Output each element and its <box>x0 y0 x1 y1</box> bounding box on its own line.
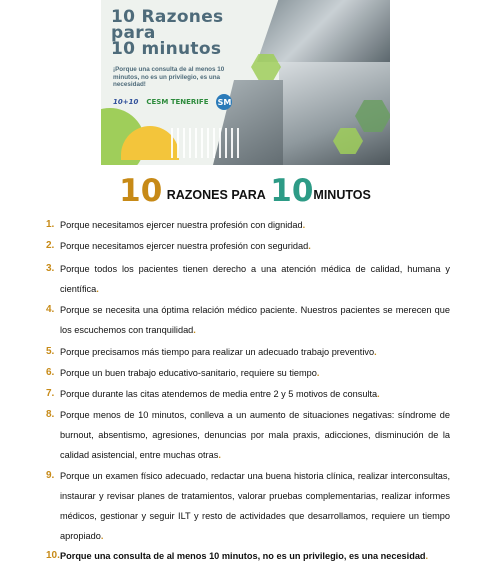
item-end-mark: . <box>374 347 377 357</box>
item-end-mark: . <box>316 368 320 378</box>
list-item <box>46 546 450 566</box>
list-item <box>46 405 450 465</box>
item-text <box>60 384 450 404</box>
item-text <box>60 215 450 235</box>
item-number: 5. <box>46 346 55 357</box>
item-text <box>60 546 450 566</box>
item-number: 2. <box>46 240 55 251</box>
item-text <box>60 342 450 362</box>
logo-10mas10: 10+10 <box>113 97 139 106</box>
item-text-body: Porque un examen físico adecuado, redactar una buena historia clínica, realizar interconsultas, instaurar y revisar planes de tratamientos, valorar pruebas complementarias, realizar informes médicos, gestionar y seguir ILT y resto de actividades que desarrollamos, requiere un tiempo apropiado <box>60 471 450 541</box>
item-end-mark: . <box>218 450 221 460</box>
item-text-body: Porque una consulta de al menos 10 minutos, no es un privilegio, es una necesidad <box>60 551 426 561</box>
item-number: 7. <box>46 388 55 399</box>
title-word: MINUTOS <box>313 188 371 202</box>
item-text-body: Porque menos de 10 minutos, conlleva a un aumento de situaciones negativas: síndrome de burnout, absentismo, agresiones, denuncias por mala praxis, adicciones, disminución de la calidad asistencial, entre muchas otras <box>60 410 450 460</box>
item-end-mark: . <box>308 241 311 251</box>
stripes-decoration <box>171 128 241 158</box>
logo-sm: SM <box>216 94 232 110</box>
list-item <box>46 363 450 383</box>
list-item <box>46 342 450 362</box>
item-text <box>60 466 450 546</box>
title-number: 10 <box>270 173 314 209</box>
item-number: 8. <box>46 409 55 420</box>
item-text <box>60 259 450 299</box>
logo-cesm: CESM TENERIFE <box>146 97 209 106</box>
banner-title <box>111 9 223 57</box>
item-text-body: Porque todos los pacientes tienen derecho a una atención médica de calidad, humana y científica <box>60 264 450 294</box>
item-text-body: Porque necesitamos ejercer nuestra profesión con seguridad <box>60 241 309 251</box>
item-text <box>60 236 450 256</box>
item-number: 9. <box>46 470 55 481</box>
list-item <box>46 384 450 404</box>
banner-logos <box>113 94 232 110</box>
item-text-body: Porque precisamos más tiempo para realizar un adecuado trabajo preventivo <box>60 347 375 357</box>
item-text-body: Porque se necesita una óptima relación médico paciente. Nuestros pacientes se merecen que los escuchemos con tranquilidad <box>60 305 450 335</box>
item-end-mark: . <box>425 551 429 561</box>
list-item <box>46 259 450 299</box>
item-text <box>60 363 450 383</box>
list-item <box>46 215 450 235</box>
item-end-mark: . <box>377 389 380 399</box>
title-word: RAZONES PARA <box>166 188 266 202</box>
item-number: 4. <box>46 304 55 315</box>
item-number: 6. <box>46 367 55 378</box>
banner-title-line: 10 minutos <box>111 39 222 59</box>
list-item <box>46 466 450 546</box>
item-end-mark: . <box>96 284 99 294</box>
header-banner-image <box>101 0 390 165</box>
banner-subtitle: ¡Porque una consulta de al menos 10 minutos, no es un privilegio, es una necesidad! <box>113 66 225 88</box>
item-number: 10. <box>46 550 60 561</box>
stethoscope-photo <box>257 0 390 62</box>
banner-title-line: para <box>111 23 156 43</box>
item-end-mark: . <box>302 220 306 230</box>
item-number: 1. <box>46 219 55 230</box>
item-text-body: Porque necesitamos ejercer nuestra profesión con dignidad <box>60 220 303 230</box>
item-number: 3. <box>46 263 55 274</box>
item-text-body: Porque durante las citas atendemos de media entre 2 y 5 motivos de consulta <box>60 389 378 399</box>
item-text <box>60 300 450 340</box>
item-text <box>60 405 450 465</box>
title-number: 10 <box>119 173 163 209</box>
page-title <box>0 173 490 209</box>
banner-title-line: 10 Razones <box>111 7 224 27</box>
list-item <box>46 236 450 256</box>
item-text-body: Porque un buen trabajo educativo-sanitario, requiere su tiempo <box>60 368 317 378</box>
item-end-mark: . <box>100 531 104 541</box>
item-end-mark: . <box>193 325 196 335</box>
list-item <box>46 300 450 340</box>
